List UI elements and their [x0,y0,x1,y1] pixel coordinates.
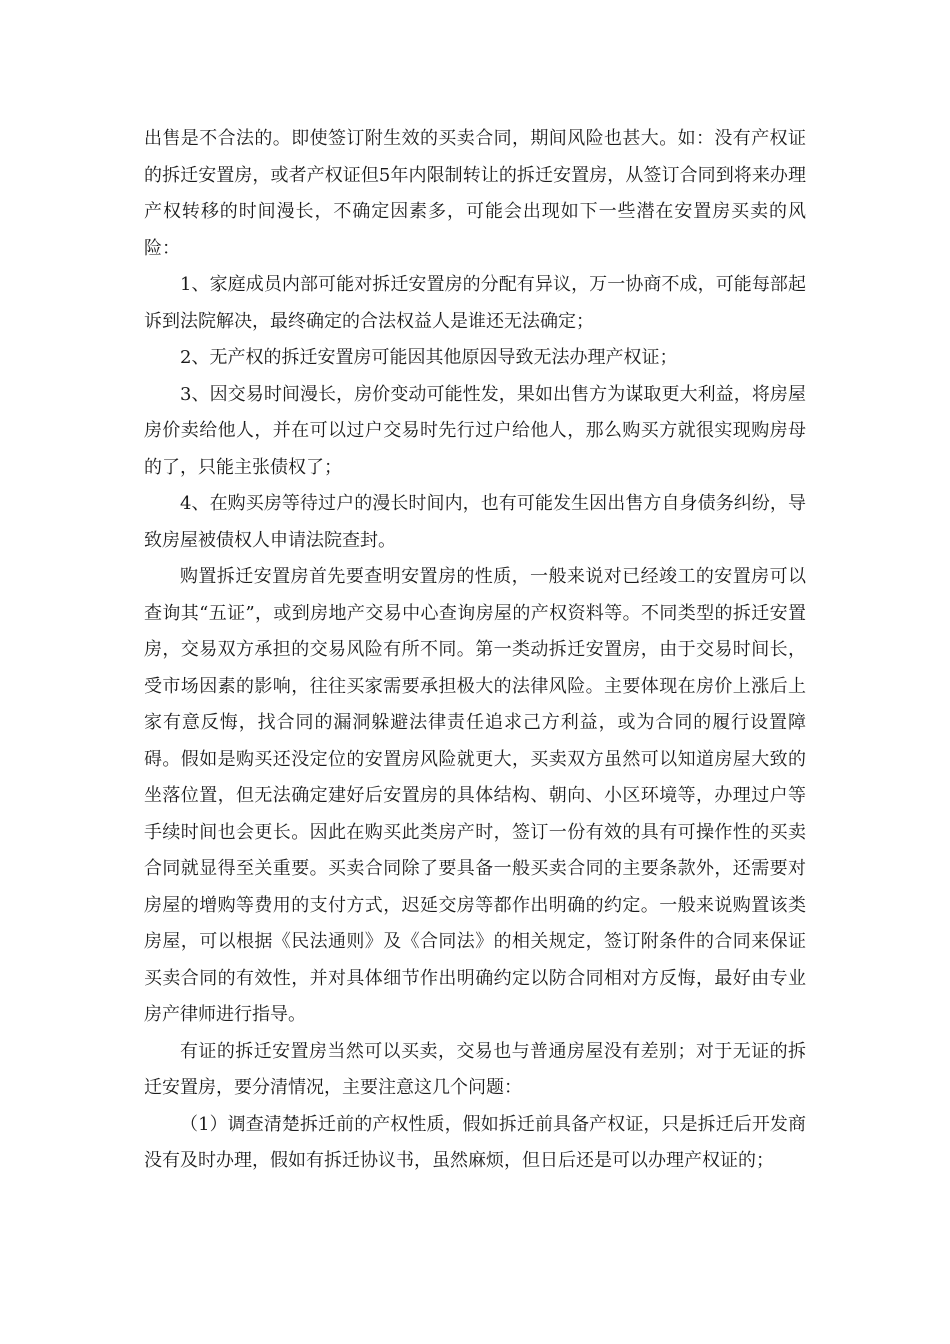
paragraph-risk-2: 2、无产权的拆迁安置房可能因其他原因导致无法办理产权证； [180,347,678,368]
paragraph-intro-risks: 出售是不合法的。即使签订附生效的买卖合同，期间风险也甚大。如：没有产权证的拆迁安置房，或者产权证但5年内限制转让的拆迁安置房，从签订合同到将来办理产权转移的时间漫长，不确定因素多，可能会出现如下一些潜在安置房买卖的风险： [144,128,806,259]
paragraph-issue-1: （1）调查清楚拆迁前的产权性质，假如拆迁前具备产权证，只是拆迁后开发商没有及时办理，假如有拆迁协议书，虽然麻烦，但日后还是可以办理产权证的； [144,1113,806,1171]
paragraph-risk-3: 3、因交易时间漫长，房价变动可能性发，果如出售方为谋取更大利益，将房屋房价卖给他人，并在可以过户交易时先行过户给他人，那么购买方就很实现购房母的了，只能主张债权了； [144,383,806,478]
document-body [144,121,806,1180]
paragraph-certified-vs-uncertified: 有证的拆迁安置房当然可以买卖，交易也与普通房屋没有差别；对于无证的拆迁安置房，要分清情况，主要注意这几个问题： [144,1040,806,1098]
paragraph-purchase-advice: 购置拆迁安置房首先要查明安置房的性质，一般来说对已经竣工的安置房可以查询其“五证”，或到房地产交易中心查询房屋的产权资料等。不同类型的拆迁安置房，交易双方承担的交易风险有所不同。第一类动拆迁安置房，由于交易时间长，受市场因素的影响，往往买家需要承担极大的法律风险。主要体现在房价上涨后上家有意反悔，找合同的漏洞躲避法律责任追求己方利益，或为合同的履行设置障碍。假如是购买还没定位的安置房风险就更大，买卖双方虽然可以知道房屋大致的坐落位置，但无法确定建好后安置房的具体结构、朝向、小区环境等，办理过户等手续时间也会更长。因此在购买此类房产时，签订一份有效的具有可操作性的买卖合同就显得至关重要。买卖合同除了要具备一般买卖合同的主要条款外，还需要对房屋的增购等费用的支付方式，迟延交房等都作出明确的约定。一般来说购置该类房屋，可以根据《民法通则》及《合同法》的相关规定，签订附条件的合同来保证买卖合同的有效性，并对具体细节作出明确约定以防合同相对方反悔，最好由专业房产律师进行指导。 [144,566,806,1025]
paragraph-risk-1: 1、家庭成员内部可能对拆迁安置房的分配有异议，万一协商不成，可能每部起诉到法院解决，最终确定的合法权益人是谁还无法确定； [144,274,806,332]
paragraph-risk-4: 4、在购买房等待过户的漫长时间内，也有可能发生因出售方自身债务纠纷，导致房屋被债权人申请法院查封。 [144,493,806,551]
